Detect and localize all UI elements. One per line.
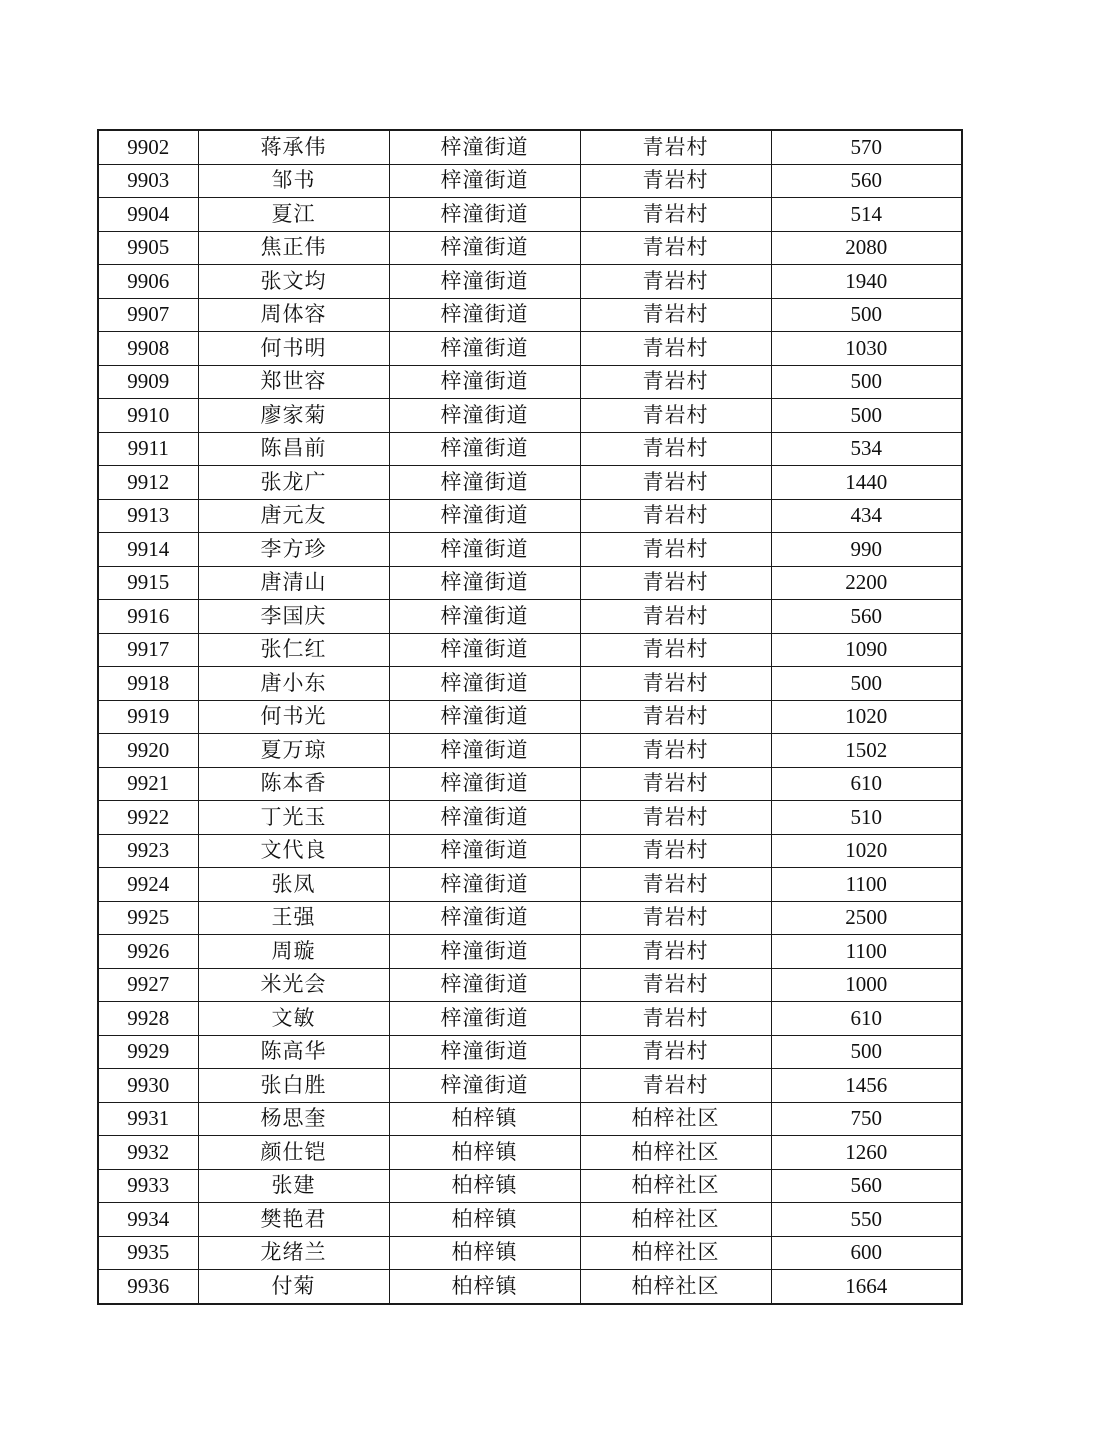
village-cell: 青岩村 bbox=[580, 164, 771, 198]
serial-number-cell: 9923 bbox=[98, 834, 198, 868]
serial-number-cell: 9920 bbox=[98, 734, 198, 768]
table-row bbox=[98, 399, 962, 433]
roster-table bbox=[97, 129, 963, 1305]
table-row bbox=[98, 767, 962, 801]
table-row bbox=[98, 298, 962, 332]
table-row bbox=[98, 700, 962, 734]
table-row bbox=[98, 1002, 962, 1036]
village-cell: 青岩村 bbox=[580, 198, 771, 232]
amount-cell: 2500 bbox=[771, 901, 962, 935]
name-cell: 周体容 bbox=[198, 298, 389, 332]
name-cell: 张白胜 bbox=[198, 1069, 389, 1103]
amount-cell: 1020 bbox=[771, 834, 962, 868]
amount-cell: 534 bbox=[771, 432, 962, 466]
amount-cell: 610 bbox=[771, 767, 962, 801]
town-cell: 梓潼街道 bbox=[389, 600, 580, 634]
amount-cell: 1940 bbox=[771, 265, 962, 299]
town-cell: 梓潼街道 bbox=[389, 667, 580, 701]
village-cell: 青岩村 bbox=[580, 868, 771, 902]
amount-cell: 500 bbox=[771, 298, 962, 332]
amount-cell: 510 bbox=[771, 801, 962, 835]
town-cell: 梓潼街道 bbox=[389, 365, 580, 399]
village-cell: 青岩村 bbox=[580, 365, 771, 399]
amount-cell: 500 bbox=[771, 399, 962, 433]
village-cell: 柏梓社区 bbox=[580, 1169, 771, 1203]
table-row bbox=[98, 968, 962, 1002]
amount-cell: 500 bbox=[771, 365, 962, 399]
name-cell: 唐元友 bbox=[198, 499, 389, 533]
table-row bbox=[98, 265, 962, 299]
town-cell: 梓潼街道 bbox=[389, 466, 580, 500]
roster-table-body bbox=[98, 130, 962, 1304]
name-cell: 陈高华 bbox=[198, 1035, 389, 1069]
town-cell: 梓潼街道 bbox=[389, 767, 580, 801]
name-cell: 周璇 bbox=[198, 935, 389, 969]
amount-cell: 1502 bbox=[771, 734, 962, 768]
town-cell: 梓潼街道 bbox=[389, 901, 580, 935]
town-cell: 梓潼街道 bbox=[389, 399, 580, 433]
serial-number-cell: 9918 bbox=[98, 667, 198, 701]
serial-number-cell: 9902 bbox=[98, 130, 198, 164]
name-cell: 丁光玉 bbox=[198, 801, 389, 835]
amount-cell: 610 bbox=[771, 1002, 962, 1036]
table-row bbox=[98, 868, 962, 902]
table-row bbox=[98, 1169, 962, 1203]
village-cell: 青岩村 bbox=[580, 700, 771, 734]
name-cell: 龙绪兰 bbox=[198, 1236, 389, 1270]
amount-cell: 1020 bbox=[771, 700, 962, 734]
table-row bbox=[98, 1236, 962, 1270]
serial-number-cell: 9903 bbox=[98, 164, 198, 198]
amount-cell: 560 bbox=[771, 600, 962, 634]
table-row bbox=[98, 600, 962, 634]
name-cell: 李国庆 bbox=[198, 600, 389, 634]
table-row bbox=[98, 1203, 962, 1237]
table-row bbox=[98, 432, 962, 466]
town-cell: 梓潼街道 bbox=[389, 868, 580, 902]
town-cell: 梓潼街道 bbox=[389, 935, 580, 969]
name-cell: 廖家菊 bbox=[198, 399, 389, 433]
village-cell: 青岩村 bbox=[580, 399, 771, 433]
table-row bbox=[98, 734, 962, 768]
amount-cell: 570 bbox=[771, 130, 962, 164]
serial-number-cell: 9908 bbox=[98, 332, 198, 366]
table-row bbox=[98, 164, 962, 198]
name-cell: 米光会 bbox=[198, 968, 389, 1002]
amount-cell: 600 bbox=[771, 1236, 962, 1270]
village-cell: 青岩村 bbox=[580, 130, 771, 164]
serial-number-cell: 9924 bbox=[98, 868, 198, 902]
serial-number-cell: 9925 bbox=[98, 901, 198, 935]
amount-cell: 750 bbox=[771, 1102, 962, 1136]
table-row bbox=[98, 1102, 962, 1136]
amount-cell: 1090 bbox=[771, 633, 962, 667]
amount-cell: 1260 bbox=[771, 1136, 962, 1170]
serial-number-cell: 9929 bbox=[98, 1035, 198, 1069]
amount-cell: 1000 bbox=[771, 968, 962, 1002]
table-row bbox=[98, 533, 962, 567]
town-cell: 柏梓镇 bbox=[389, 1136, 580, 1170]
name-cell: 文敏 bbox=[198, 1002, 389, 1036]
table-row bbox=[98, 332, 962, 366]
table-row bbox=[98, 365, 962, 399]
name-cell: 焦正伟 bbox=[198, 231, 389, 265]
serial-number-cell: 9911 bbox=[98, 432, 198, 466]
table-row bbox=[98, 566, 962, 600]
town-cell: 梓潼街道 bbox=[389, 700, 580, 734]
serial-number-cell: 9921 bbox=[98, 767, 198, 801]
table-row bbox=[98, 231, 962, 265]
town-cell: 梓潼街道 bbox=[389, 734, 580, 768]
amount-cell: 2200 bbox=[771, 566, 962, 600]
serial-number-cell: 9914 bbox=[98, 533, 198, 567]
town-cell: 梓潼街道 bbox=[389, 566, 580, 600]
name-cell: 樊艳君 bbox=[198, 1203, 389, 1237]
town-cell: 梓潼街道 bbox=[389, 198, 580, 232]
town-cell: 柏梓镇 bbox=[389, 1203, 580, 1237]
serial-number-cell: 9936 bbox=[98, 1270, 198, 1304]
village-cell: 青岩村 bbox=[580, 432, 771, 466]
village-cell: 柏梓社区 bbox=[580, 1136, 771, 1170]
amount-cell: 2080 bbox=[771, 231, 962, 265]
village-cell: 青岩村 bbox=[580, 968, 771, 1002]
town-cell: 梓潼街道 bbox=[389, 801, 580, 835]
serial-number-cell: 9926 bbox=[98, 935, 198, 969]
village-cell: 青岩村 bbox=[580, 633, 771, 667]
name-cell: 陈昌前 bbox=[198, 432, 389, 466]
name-cell: 邹书 bbox=[198, 164, 389, 198]
village-cell: 青岩村 bbox=[580, 265, 771, 299]
village-cell: 青岩村 bbox=[580, 801, 771, 835]
table-row bbox=[98, 198, 962, 232]
serial-number-cell: 9915 bbox=[98, 566, 198, 600]
village-cell: 青岩村 bbox=[580, 466, 771, 500]
name-cell: 郑世容 bbox=[198, 365, 389, 399]
village-cell: 青岩村 bbox=[580, 298, 771, 332]
amount-cell: 560 bbox=[771, 164, 962, 198]
town-cell: 梓潼街道 bbox=[389, 968, 580, 1002]
serial-number-cell: 9916 bbox=[98, 600, 198, 634]
table-row bbox=[98, 834, 962, 868]
name-cell: 夏江 bbox=[198, 198, 389, 232]
serial-number-cell: 9932 bbox=[98, 1136, 198, 1170]
town-cell: 柏梓镇 bbox=[389, 1102, 580, 1136]
village-cell: 青岩村 bbox=[580, 1002, 771, 1036]
village-cell: 青岩村 bbox=[580, 332, 771, 366]
amount-cell: 1456 bbox=[771, 1069, 962, 1103]
town-cell: 梓潼街道 bbox=[389, 130, 580, 164]
serial-number-cell: 9912 bbox=[98, 466, 198, 500]
amount-cell: 500 bbox=[771, 667, 962, 701]
name-cell: 杨思奎 bbox=[198, 1102, 389, 1136]
village-cell: 柏梓社区 bbox=[580, 1102, 771, 1136]
serial-number-cell: 9930 bbox=[98, 1069, 198, 1103]
village-cell: 青岩村 bbox=[580, 231, 771, 265]
table-row bbox=[98, 935, 962, 969]
serial-number-cell: 9913 bbox=[98, 499, 198, 533]
name-cell: 陈本香 bbox=[198, 767, 389, 801]
town-cell: 梓潼街道 bbox=[389, 1002, 580, 1036]
amount-cell: 1664 bbox=[771, 1270, 962, 1304]
village-cell: 青岩村 bbox=[580, 834, 771, 868]
name-cell: 唐清山 bbox=[198, 566, 389, 600]
amount-cell: 1100 bbox=[771, 868, 962, 902]
name-cell: 张仁红 bbox=[198, 633, 389, 667]
town-cell: 柏梓镇 bbox=[389, 1169, 580, 1203]
name-cell: 李方珍 bbox=[198, 533, 389, 567]
town-cell: 梓潼街道 bbox=[389, 499, 580, 533]
serial-number-cell: 9928 bbox=[98, 1002, 198, 1036]
name-cell: 张龙广 bbox=[198, 466, 389, 500]
village-cell: 青岩村 bbox=[580, 600, 771, 634]
town-cell: 柏梓镇 bbox=[389, 1236, 580, 1270]
name-cell: 文代良 bbox=[198, 834, 389, 868]
village-cell: 青岩村 bbox=[580, 533, 771, 567]
village-cell: 青岩村 bbox=[580, 901, 771, 935]
town-cell: 梓潼街道 bbox=[389, 298, 580, 332]
table-row bbox=[98, 1270, 962, 1304]
serial-number-cell: 9933 bbox=[98, 1169, 198, 1203]
amount-cell: 1100 bbox=[771, 935, 962, 969]
serial-number-cell: 9904 bbox=[98, 198, 198, 232]
serial-number-cell: 9934 bbox=[98, 1203, 198, 1237]
amount-cell: 500 bbox=[771, 1035, 962, 1069]
name-cell: 王强 bbox=[198, 901, 389, 935]
town-cell: 梓潼街道 bbox=[389, 633, 580, 667]
serial-number-cell: 9927 bbox=[98, 968, 198, 1002]
name-cell: 夏万琼 bbox=[198, 734, 389, 768]
village-cell: 青岩村 bbox=[580, 1035, 771, 1069]
serial-number-cell: 9906 bbox=[98, 265, 198, 299]
village-cell: 柏梓社区 bbox=[580, 1236, 771, 1270]
serial-number-cell: 9922 bbox=[98, 801, 198, 835]
table-row bbox=[98, 1136, 962, 1170]
table-row bbox=[98, 499, 962, 533]
town-cell: 梓潼街道 bbox=[389, 231, 580, 265]
name-cell: 张凤 bbox=[198, 868, 389, 902]
village-cell: 青岩村 bbox=[580, 1069, 771, 1103]
table-row bbox=[98, 130, 962, 164]
town-cell: 梓潼街道 bbox=[389, 265, 580, 299]
serial-number-cell: 9905 bbox=[98, 231, 198, 265]
serial-number-cell: 9910 bbox=[98, 399, 198, 433]
table-row bbox=[98, 1069, 962, 1103]
serial-number-cell: 9931 bbox=[98, 1102, 198, 1136]
amount-cell: 434 bbox=[771, 499, 962, 533]
town-cell: 柏梓镇 bbox=[389, 1270, 580, 1304]
table-row bbox=[98, 1035, 962, 1069]
amount-cell: 514 bbox=[771, 198, 962, 232]
amount-cell: 560 bbox=[771, 1169, 962, 1203]
village-cell: 青岩村 bbox=[580, 767, 771, 801]
amount-cell: 1030 bbox=[771, 332, 962, 366]
amount-cell: 1440 bbox=[771, 466, 962, 500]
serial-number-cell: 9935 bbox=[98, 1236, 198, 1270]
village-cell: 青岩村 bbox=[580, 667, 771, 701]
serial-number-cell: 9907 bbox=[98, 298, 198, 332]
town-cell: 梓潼街道 bbox=[389, 1069, 580, 1103]
village-cell: 柏梓社区 bbox=[580, 1203, 771, 1237]
village-cell: 青岩村 bbox=[580, 935, 771, 969]
town-cell: 梓潼街道 bbox=[389, 834, 580, 868]
table-row bbox=[98, 466, 962, 500]
name-cell: 何书光 bbox=[198, 700, 389, 734]
table-row bbox=[98, 901, 962, 935]
table-row bbox=[98, 633, 962, 667]
name-cell: 唐小东 bbox=[198, 667, 389, 701]
name-cell: 付菊 bbox=[198, 1270, 389, 1304]
village-cell: 青岩村 bbox=[580, 499, 771, 533]
village-cell: 柏梓社区 bbox=[580, 1270, 771, 1304]
village-cell: 青岩村 bbox=[580, 566, 771, 600]
town-cell: 梓潼街道 bbox=[389, 164, 580, 198]
town-cell: 梓潼街道 bbox=[389, 1035, 580, 1069]
name-cell: 张文均 bbox=[198, 265, 389, 299]
amount-cell: 550 bbox=[771, 1203, 962, 1237]
amount-cell: 990 bbox=[771, 533, 962, 567]
serial-number-cell: 9919 bbox=[98, 700, 198, 734]
serial-number-cell: 9917 bbox=[98, 633, 198, 667]
name-cell: 蒋承伟 bbox=[198, 130, 389, 164]
name-cell: 颜仕铠 bbox=[198, 1136, 389, 1170]
name-cell: 张建 bbox=[198, 1169, 389, 1203]
town-cell: 梓潼街道 bbox=[389, 332, 580, 366]
town-cell: 梓潼街道 bbox=[389, 432, 580, 466]
village-cell: 青岩村 bbox=[580, 734, 771, 768]
town-cell: 梓潼街道 bbox=[389, 533, 580, 567]
table-row bbox=[98, 667, 962, 701]
serial-number-cell: 9909 bbox=[98, 365, 198, 399]
table-row bbox=[98, 801, 962, 835]
name-cell: 何书明 bbox=[198, 332, 389, 366]
